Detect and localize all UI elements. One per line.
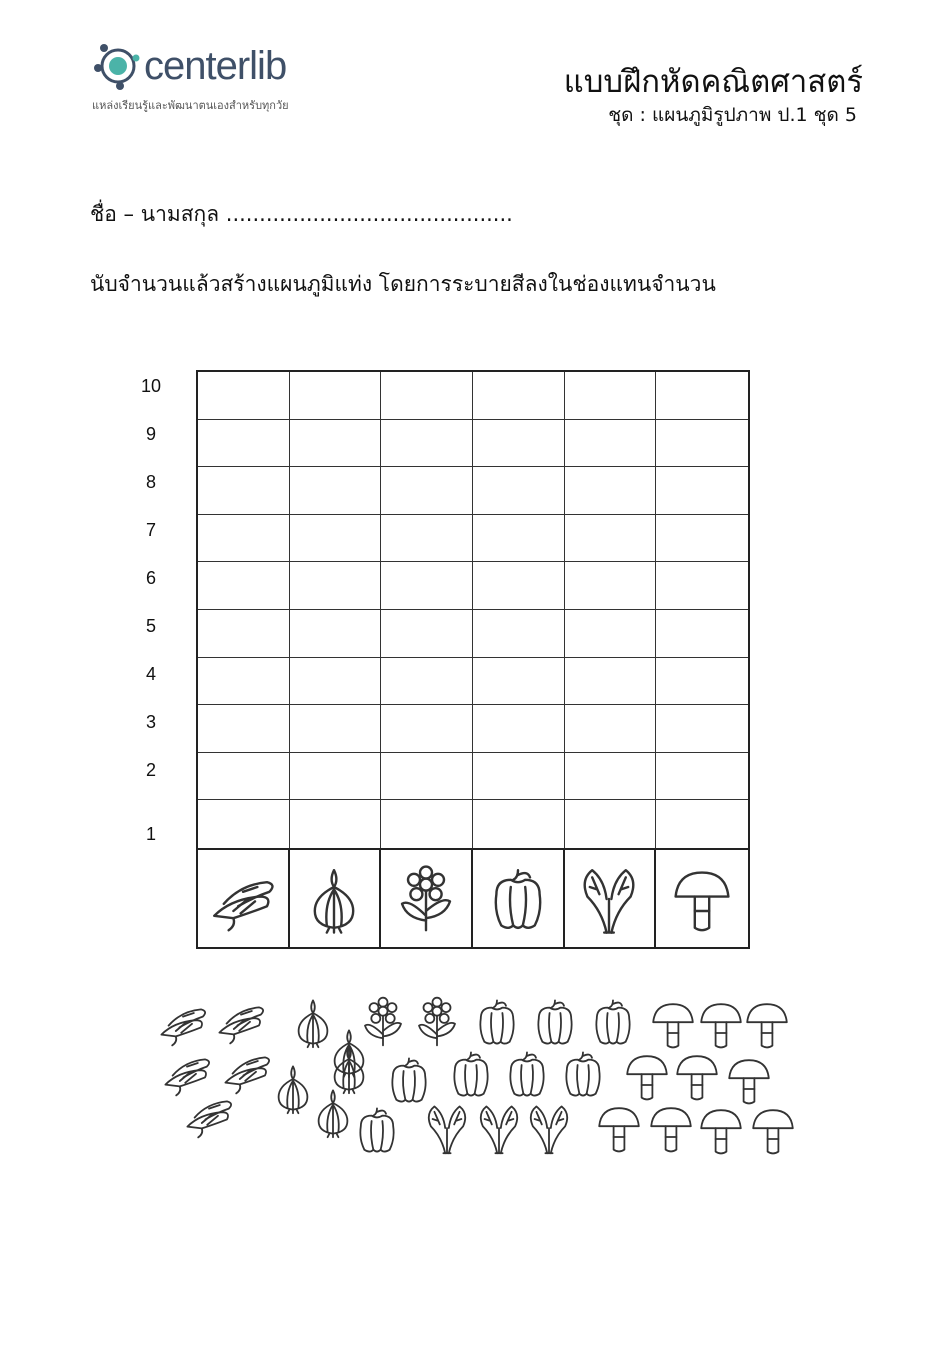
grid-cell[interactable] [565, 610, 657, 658]
grid-cell[interactable] [473, 562, 565, 610]
grid-cell[interactable] [565, 658, 657, 706]
mushroom-icon [620, 1049, 674, 1103]
grid-cell[interactable] [381, 800, 473, 848]
y-label: 9 [145, 424, 156, 444]
grid-cell[interactable] [656, 467, 748, 515]
onion-icon [322, 1041, 376, 1095]
grid-cell[interactable] [473, 610, 565, 658]
mushroom-icon [666, 863, 738, 935]
grid-cell[interactable] [656, 705, 748, 753]
mushroom-icon [646, 997, 700, 1051]
grid-cell[interactable] [656, 753, 748, 801]
y-label: 6 [145, 568, 156, 588]
grid-cell[interactable] [381, 420, 473, 468]
worksheet-title: แบบฝึกหัดคณิตศาสตร์ [563, 64, 863, 100]
grid-cell[interactable] [565, 800, 657, 848]
grid-cell[interactable] [198, 467, 290, 515]
logo-mark-icon [92, 40, 142, 90]
grid-cell[interactable] [290, 610, 382, 658]
grid-cell[interactable] [381, 372, 473, 420]
grid-cell[interactable] [290, 705, 382, 753]
category-cell [290, 850, 382, 947]
grid-cell[interactable] [473, 800, 565, 848]
grid-cell[interactable] [381, 562, 473, 610]
grid-cell[interactable] [381, 753, 473, 801]
grid-cell[interactable] [198, 705, 290, 753]
y-label: 2 [145, 760, 156, 780]
onion-icon [298, 863, 370, 935]
grid-cell[interactable] [381, 705, 473, 753]
mushroom-icon [746, 1103, 800, 1157]
bell-pepper-icon [500, 1047, 554, 1101]
category-cell [656, 850, 748, 947]
bell-pepper-icon [350, 1103, 404, 1157]
grid-cell[interactable] [198, 372, 290, 420]
grid-cell[interactable] [473, 372, 565, 420]
grid-cell[interactable] [290, 800, 382, 848]
y-label: 7 [145, 520, 156, 540]
grid-cell[interactable] [381, 467, 473, 515]
mushroom-icon [670, 1049, 724, 1103]
bell-pepper-icon [470, 995, 524, 1049]
grid-cell[interactable] [565, 467, 657, 515]
bell-pepper-icon [444, 1047, 498, 1101]
grid-cell[interactable] [565, 562, 657, 610]
instruction-text: นับจำนวนแล้วสร้างแผนภูมิแท่ง โดยการระบายสีลงในช่องแทนจำนวน [90, 272, 716, 296]
logo-tagline: แหล่งเรียนรู้และพัฒนาตนเองสำหรับทุกวัย [92, 99, 289, 112]
bell-pepper-icon [586, 995, 640, 1049]
grid-cell[interactable] [473, 658, 565, 706]
grid-cell[interactable] [381, 658, 473, 706]
grid-cell[interactable] [381, 610, 473, 658]
grid-cell[interactable] [473, 420, 565, 468]
bar-chart-grid [196, 370, 750, 850]
category-cell [473, 850, 565, 947]
oyster-mushroom-icon [214, 993, 268, 1047]
mushroom-icon [694, 1103, 748, 1157]
grid-cell[interactable] [290, 753, 382, 801]
leafy-vegetable-icon [573, 863, 645, 935]
grid-cell[interactable] [565, 753, 657, 801]
grid-cell[interactable] [290, 467, 382, 515]
grid-cell[interactable] [290, 420, 382, 468]
leafy-vegetable-icon [420, 1101, 474, 1155]
leafy-vegetable-icon [522, 1101, 576, 1155]
y-label: 4 [145, 664, 156, 684]
logo-wordmark [144, 44, 286, 89]
y-label: 5 [145, 616, 156, 636]
grid-cell[interactable] [656, 515, 748, 563]
mushroom-icon [722, 1053, 776, 1107]
grid-cell[interactable] [198, 753, 290, 801]
category-cell [565, 850, 657, 947]
mushroom-icon [592, 1101, 646, 1155]
grid-cell[interactable] [656, 372, 748, 420]
grid-cell[interactable] [473, 515, 565, 563]
y-label: 3 [145, 712, 156, 732]
grid-cell[interactable] [656, 420, 748, 468]
y-label: 8 [145, 472, 156, 492]
grid-cell[interactable] [473, 753, 565, 801]
logo [92, 40, 342, 120]
grid-cell[interactable] [565, 420, 657, 468]
bell-pepper-icon [528, 995, 582, 1049]
grid-cell[interactable] [290, 372, 382, 420]
grid-cell[interactable] [565, 372, 657, 420]
flower-icon [356, 995, 410, 1049]
leafy-vegetable-icon [472, 1101, 526, 1155]
grid-cell[interactable] [565, 515, 657, 563]
category-picture-row [196, 848, 750, 949]
grid-cell[interactable] [198, 515, 290, 563]
mushroom-icon [644, 1101, 698, 1155]
grid-cell[interactable] [198, 610, 290, 658]
oyster-mushroom-icon [207, 863, 279, 935]
grid-cell[interactable] [198, 562, 290, 610]
category-cell [381, 850, 473, 947]
y-label: 1 [145, 824, 156, 844]
grid-cell[interactable] [290, 658, 382, 706]
grid-cell[interactable] [656, 562, 748, 610]
logo-brand-name: centerlib [144, 44, 287, 88]
flower-icon [410, 995, 464, 1049]
grid-cell[interactable] [290, 515, 382, 563]
grid-cell[interactable] [198, 800, 290, 848]
worksheet-subtitle: ชุด : แผนภูมิรูปภาพ ป.1 ชุด 5 [608, 104, 857, 126]
category-cell [198, 850, 290, 947]
grid-cell[interactable] [473, 705, 565, 753]
flower-icon [390, 863, 462, 935]
grid-cell[interactable] [290, 562, 382, 610]
oyster-mushroom-icon [182, 1087, 236, 1141]
grid-cell[interactable] [381, 515, 473, 563]
bell-pepper-icon [482, 863, 554, 935]
grid-cell[interactable] [656, 800, 748, 848]
name-field-line: ชื่อ – นามสกุล ........................................... [90, 202, 513, 226]
grid-cell[interactable] [198, 658, 290, 706]
grid-cell[interactable] [198, 420, 290, 468]
oyster-mushroom-icon [156, 995, 210, 1049]
y-label: 10 [140, 376, 162, 396]
bell-pepper-icon [382, 1053, 436, 1107]
grid-cell[interactable] [565, 705, 657, 753]
grid-cell[interactable] [473, 467, 565, 515]
grid-cell[interactable] [656, 658, 748, 706]
mushroom-icon [740, 997, 794, 1051]
bell-pepper-icon [556, 1047, 610, 1101]
grid-cell[interactable] [656, 610, 748, 658]
